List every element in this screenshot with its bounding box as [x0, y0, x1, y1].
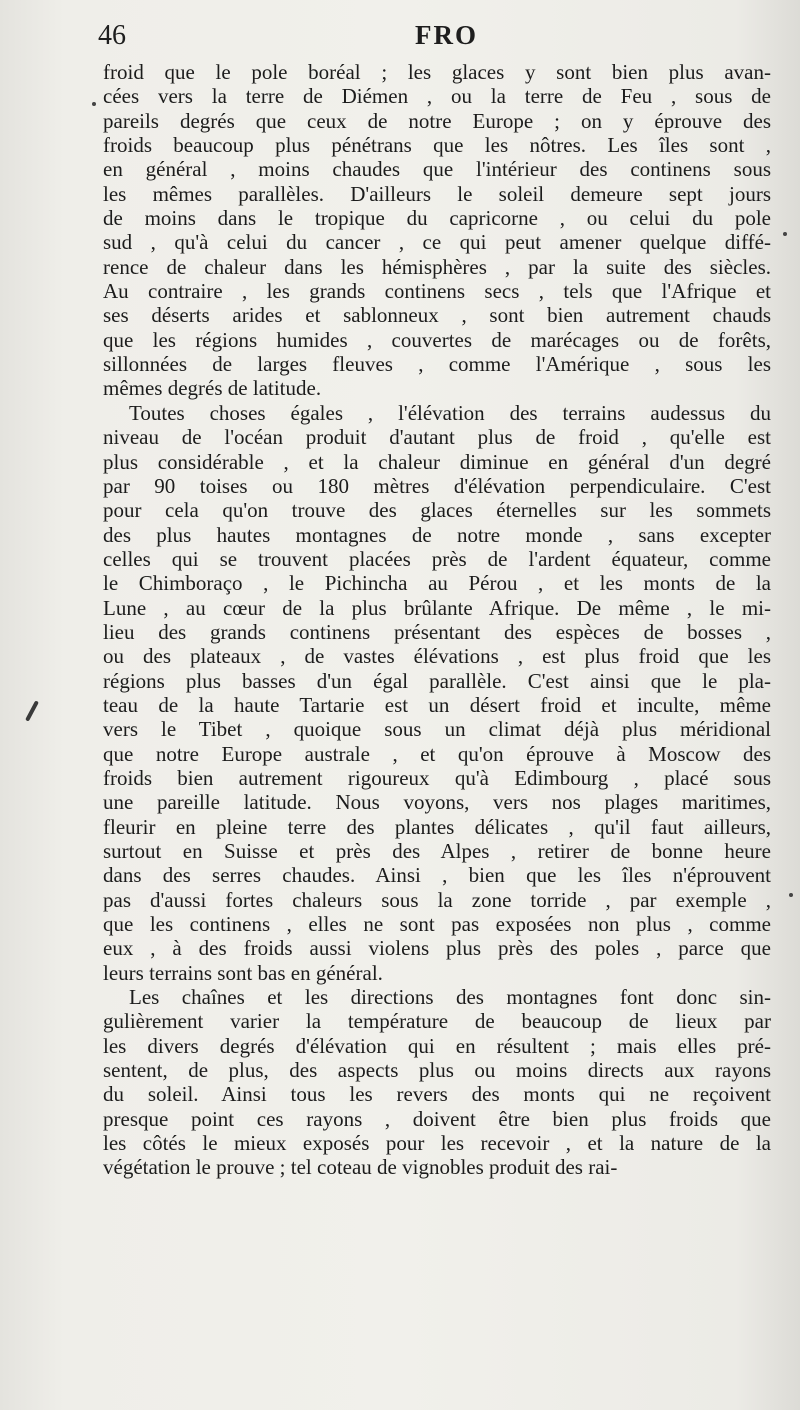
text-line: Toutes choses égales , l'élévation des terrains audessus du	[129, 400, 771, 425]
text-line: lieu des grands continens présentant des espèces de bosses ,	[103, 619, 771, 644]
text-line: fleurir en pleine terre des plantes délicates , qu'il faut ailleurs,	[103, 814, 771, 839]
text-line: cées vers la terre de Diémen , ou la terre de Feu , sous de	[103, 84, 771, 109]
text-line: leurs terrains sont bas en général.	[103, 960, 383, 985]
page-number: 46	[98, 20, 126, 51]
text-line: froids bien autrement rigoureux qu'à Edimbourg , placé sous	[103, 765, 771, 790]
margin-pencil-mark	[25, 700, 39, 721]
page-header	[90, 18, 775, 52]
running-head: FRO	[415, 20, 478, 50]
paragraph	[103, 60, 771, 401]
text-line: rence de chaleur dans les hémisphères , par la suite des siècles.	[103, 254, 771, 279]
text-line: pareils degrés que ceux de notre Europe ; on y éprouve des	[103, 108, 771, 133]
text-line: en général , moins chaudes que l'intérieur des continens sous	[103, 157, 771, 182]
text-line: les côtés le mieux exposés pour les recevoir , et la nature de la	[103, 1131, 771, 1156]
text-line: de moins dans le tropique du capricorne , ou celui du pole	[103, 206, 771, 231]
text-line: froids beaucoup plus pénétrans que les nôtres. Les îles sont ,	[103, 133, 771, 158]
text-line: ou des plateaux , de vastes élévations , est plus froid que les	[103, 644, 771, 669]
text-line: des plus hautes montagnes de notre monde , sans excepter	[103, 522, 771, 547]
ink-speck	[92, 102, 96, 106]
text-line: mêmes degrés de latitude.	[103, 376, 322, 401]
text-line: sud , qu'à celui du cancer , ce qui peut amener quelque diffé-	[103, 230, 771, 255]
ink-speck	[789, 893, 793, 897]
text-line: ses déserts arides et sablonneux , sont bien autrement chauds	[103, 303, 771, 328]
text-line: végétation le prouve ; tel coteau de vignobles produit des rai-	[103, 1155, 618, 1180]
text-line: niveau de l'océan produit d'autant plus de froid , qu'elle est	[103, 425, 771, 450]
text-line: le Chimboraço , le Pichincha au Pérou , et les monts de la	[103, 571, 771, 596]
text-line: gulièrement varier la température de beaucoup de lieux par	[103, 1009, 771, 1034]
body-text	[103, 60, 771, 1180]
paragraph	[103, 985, 771, 1180]
text-line: Les chaînes et les directions des montagnes font donc sin-	[129, 985, 771, 1010]
paragraph	[103, 401, 771, 985]
text-line: dans des serres chaudes. Ainsi , bien que les îles n'éprouvent	[103, 863, 771, 888]
text-line: froid que le pole boréal ; les glaces y sont bien plus avan-	[103, 60, 771, 84]
text-line: que les régions humides , couvertes de marécages ou de forêts,	[103, 327, 771, 352]
text-line: sentent, de plus, des aspects plus ou moins directs aux rayons	[103, 1058, 771, 1083]
text-line: pas d'aussi fortes chaleurs sous la zone torride , par exemple ,	[103, 887, 771, 912]
text-line: Au contraire , les grands continens secs , tels que l'Afrique et	[103, 279, 771, 304]
text-line: teau de la haute Tartarie est un désert froid et inculte, même	[103, 692, 771, 717]
text-line: que notre Europe australe , et qu'on éprouve à Moscow des	[103, 741, 771, 766]
text-line: plus considérable , et la chaleur diminue en général d'un degré	[103, 449, 771, 474]
text-line: vers le Tibet , quoique sous un climat déjà plus méridional	[103, 717, 771, 742]
text-line: pour cela qu'on trouve des glaces éternelles sur les sommets	[103, 498, 771, 523]
text-line: du soleil. Ainsi tous les revers des monts qui ne reçoivent	[103, 1082, 771, 1107]
text-line: une pareille latitude. Nous voyons, vers nos plages maritimes,	[103, 790, 771, 815]
text-line: que les continens , elles ne sont pas exposées non plus , comme	[103, 912, 771, 937]
text-line: sillonnées de larges fleuves , comme l'Amérique , sous les	[103, 352, 771, 377]
text-line: surtout en Suisse et près des Alpes , retirer de bonne heure	[103, 839, 771, 863]
text-line: Lune , au cœur de la plus brûlante Afrique. De même , le mi-	[103, 595, 771, 620]
text-line: les divers degrés d'élévation qui en résultent ; mais elles pré-	[103, 1033, 771, 1058]
text-line: régions plus basses d'un égal parallèle. C'est ainsi que le pla-	[103, 668, 771, 693]
text-line: celles qui se trouvent placées près de l'ardent équateur, comme	[103, 546, 771, 571]
text-line: les mêmes parallèles. D'ailleurs le soleil demeure sept jours	[103, 181, 771, 206]
text-line: presque point ces rayons , doivent être bien plus froids que	[103, 1106, 771, 1131]
text-line: par 90 toises ou 180 mètres d'élévation perpendiculaire. C'est	[103, 473, 771, 498]
text-line: eux , à des froids aussi violens plus près des poles , parce que	[103, 936, 771, 961]
ink-speck	[783, 232, 787, 236]
